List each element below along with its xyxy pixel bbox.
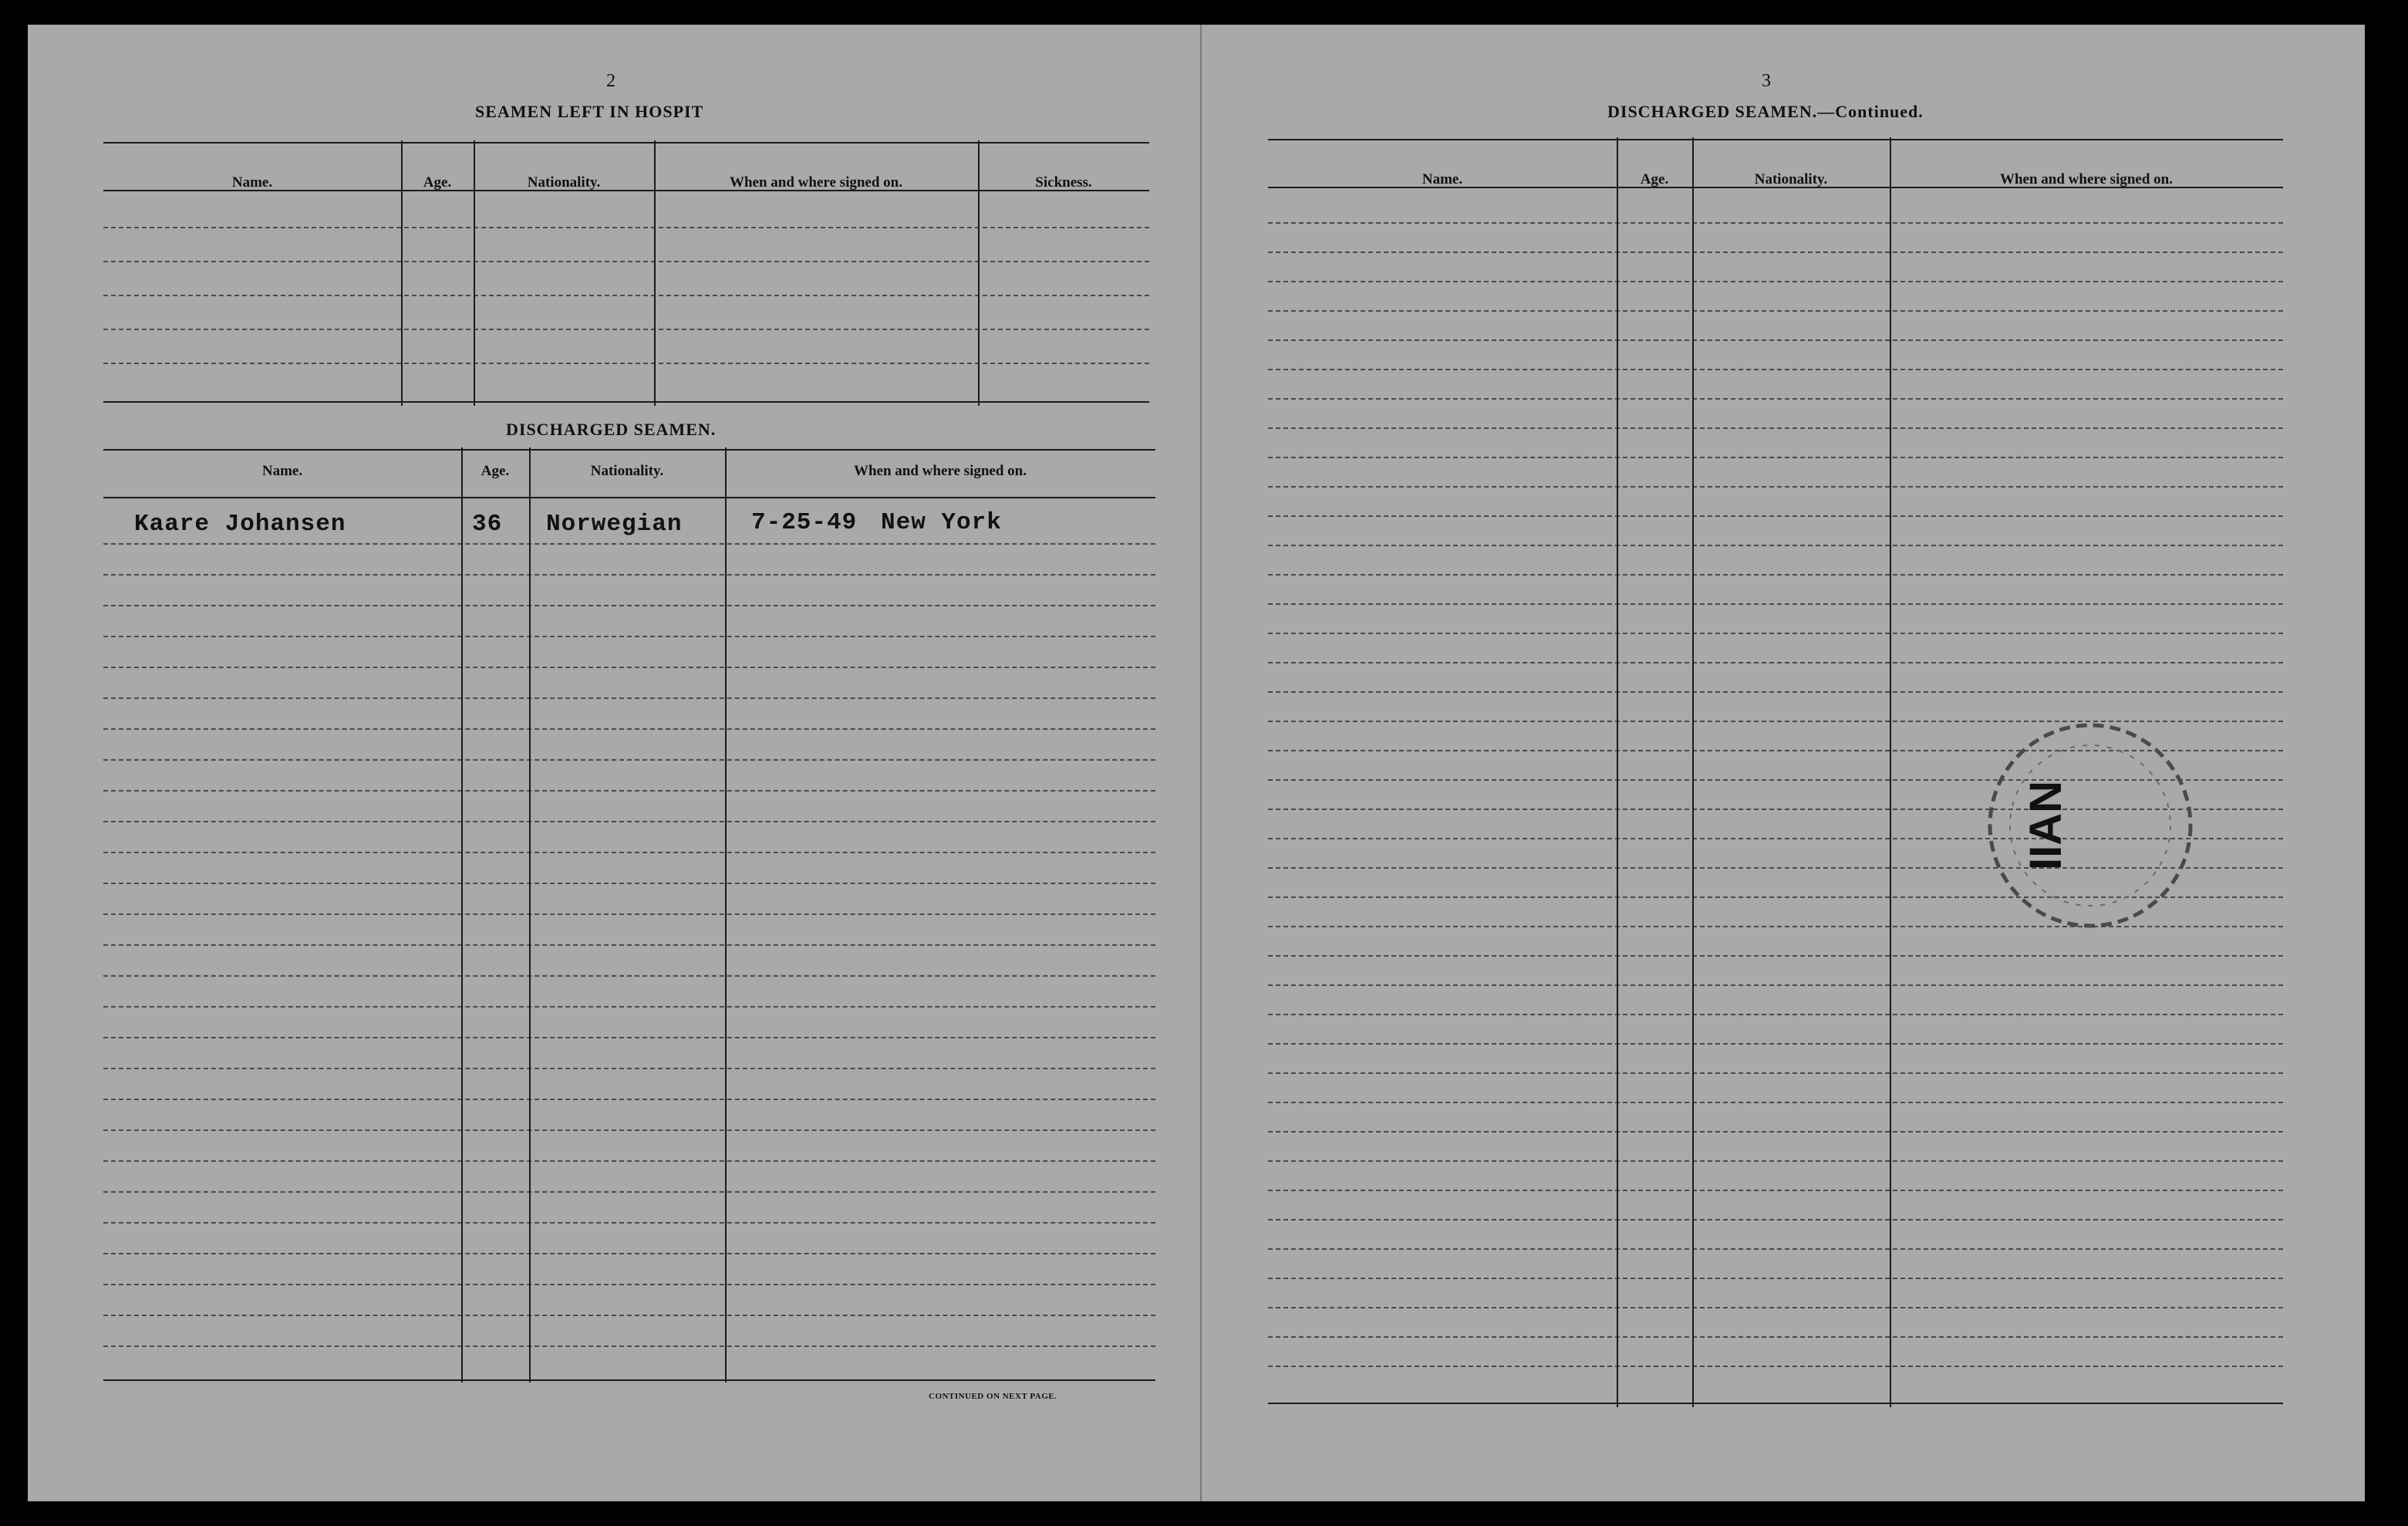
col-header-age: Age. — [481, 463, 510, 479]
col-header-nationality: Nationality. — [527, 174, 601, 191]
left-page — [28, 25, 1200, 1501]
discharged-continued-title: DISCHARGED SEAMEN.—Continued. — [1607, 102, 1924, 121]
col-header-age: Age. — [423, 174, 452, 191]
stamp-text: IIAN — [2021, 781, 2071, 870]
signed-on-date: 7-25-49 — [751, 509, 858, 536]
col-header-nationality: Nationality. — [1754, 171, 1828, 187]
col-header-name: Name. — [1422, 171, 1463, 187]
hospital-table — [103, 140, 1149, 406]
col-header-signed-on: When and where signed on. — [1999, 171, 2173, 187]
col-header-nationality: Nationality. — [590, 463, 664, 479]
hospital-section-title: SEAMEN LEFT IN HOSPIT — [475, 102, 704, 121]
col-header-signed-on: When and where signed on. — [729, 174, 902, 191]
seaman-age: 36 — [472, 511, 503, 538]
discharged-table — [103, 447, 1155, 1383]
col-header-name: Name. — [231, 174, 273, 191]
discharged-section-title: DISCHARGED SEAMEN. — [506, 420, 717, 439]
date-stamp — [1975, 710, 2206, 941]
col-header-sickness: Sickness. — [1035, 174, 1092, 191]
seaman-nationality: Norwegian — [546, 511, 683, 538]
col-header-signed-on: When and where signed on. — [853, 463, 1027, 479]
seaman-name: Kaare Johansen — [134, 511, 346, 538]
signed-on-place: New York — [881, 509, 1002, 536]
page-number: 3 — [1762, 71, 1771, 91]
col-header-age: Age. — [1640, 171, 1669, 187]
continued-note: CONTINUED ON NEXT PAGE. — [929, 1392, 1057, 1401]
page-number: 2 — [606, 71, 615, 91]
col-header-name: Name. — [261, 463, 303, 479]
